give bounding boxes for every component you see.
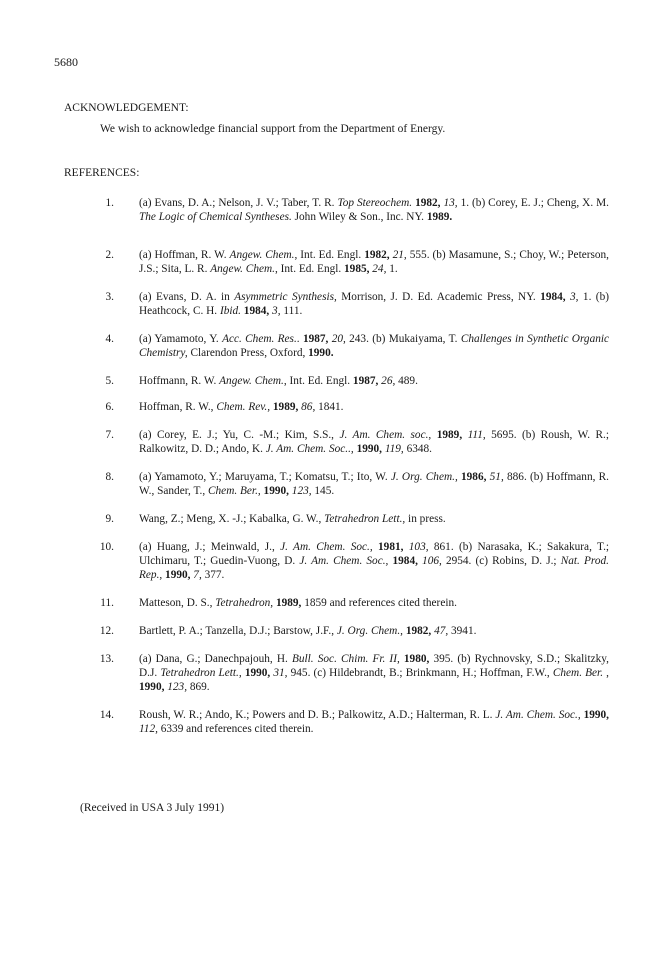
journal-title: 123, xyxy=(291,485,312,497)
reference-text xyxy=(139,248,609,276)
reference-text xyxy=(139,400,609,414)
journal-title: J. Org. Chem., xyxy=(390,471,458,483)
publication-year: 1990, xyxy=(583,709,609,721)
reference-segment: Roush, W. R.; Ando, K.; Powers and D. B.; Palkowitz, A.D.; Halterman, R. L. xyxy=(139,709,496,721)
reference-segment: (a) Evans, D. A. in xyxy=(139,291,235,303)
reference-segment: 1841. xyxy=(315,401,344,413)
reference-text xyxy=(139,374,609,388)
publication-year: 1990, xyxy=(165,569,191,581)
reference-segment: 5695. (b) Roush, W. R.; Ralkowitz, D. D.; Ando, K. xyxy=(139,429,610,455)
publication-year: 1987, xyxy=(302,333,329,345)
reference-text xyxy=(139,290,609,318)
publication-year: 1990, xyxy=(356,443,382,455)
reference-number: 5. xyxy=(105,375,114,387)
journal-title: 111, xyxy=(467,429,486,441)
journal-title: 24, xyxy=(372,263,387,275)
journal-title: 3, xyxy=(570,291,579,303)
reference-segment: 555. (b) Masamune, S.; Choy, W.; Peterson, J.S.; Sita, L. R. xyxy=(139,249,609,275)
reference-segment: , xyxy=(603,667,609,679)
reference-segment: (a) Evans, D. A.; Nelson, J. V.; Taber, T. R. xyxy=(139,197,338,209)
reference-segment: Bartlett, P. A.; Tanzella, D.J.; Barstow, J.F., xyxy=(139,625,337,637)
journal-title: J. Am. Chem. Soc.., xyxy=(265,443,354,455)
reference-segment: Hoffmann, R. W. xyxy=(139,375,220,387)
publication-year: 1990, xyxy=(244,667,271,679)
journal-title: Angew. Chem. xyxy=(210,263,275,275)
reference-segment: 395. (b) Rychnovsky, S.D.; Skalitzky, D.J. xyxy=(139,653,609,679)
reference-segment: 945. (c) Hildebrandt, B.; Brinkmann, H.; Hoffman, F.W., xyxy=(287,667,553,679)
journal-title: Challenges in Synthetic Organic Chemistry, xyxy=(139,333,610,359)
reference-text xyxy=(139,540,609,582)
page-number: 5680 xyxy=(54,55,78,69)
reference-number: 9. xyxy=(105,513,114,525)
reference-number: 8. xyxy=(105,471,114,483)
reference-text xyxy=(139,196,609,224)
journal-title: Ibid. xyxy=(219,305,241,317)
reference-number: 1. xyxy=(105,197,114,209)
reference-text xyxy=(139,708,609,736)
journal-title: Bull. Soc. Chim. Fr. II, xyxy=(291,653,400,665)
journal-title: Angew. Chem. xyxy=(229,249,295,261)
reference-text xyxy=(139,596,609,610)
reference-segment: 1. (b) Corey, E. J.; Cheng, X. M. xyxy=(457,197,610,209)
publication-year: 1986, xyxy=(461,471,487,483)
received-date: (Received in USA 3 July 1991) xyxy=(80,802,225,814)
reference-text xyxy=(139,428,609,456)
journal-title: J. Am. Chem. Soc., xyxy=(280,541,373,553)
publication-year: 1989. xyxy=(426,211,453,223)
reference-segment: John Wiley & Son., Inc. NY. xyxy=(291,211,427,223)
references-heading: REFERENCES: xyxy=(64,167,140,179)
journal-title: Chem. Rev., xyxy=(216,401,271,413)
journal-title: Angew. Chem. xyxy=(219,375,284,387)
journal-title: J. Am. Chem. soc., xyxy=(339,429,432,441)
reference-segment: (a) Huang, J.; Meinwald, J., xyxy=(139,541,281,553)
reference-number: 14. xyxy=(99,709,114,721)
publication-year: 1989, xyxy=(275,597,302,609)
reference-segment: 869. xyxy=(187,681,210,693)
reference-segment: in press. xyxy=(405,513,446,525)
publication-year: 1981, xyxy=(378,541,404,553)
reference-segment: , Int. Ed. Engl. xyxy=(283,375,353,387)
publication-year: 1982, xyxy=(364,249,390,261)
reference-segment: Hoffman, R. W., xyxy=(139,401,217,413)
reference-number: 6. xyxy=(105,401,114,413)
journal-title: Top Stereochem. xyxy=(337,197,413,209)
journal-title: J. Org. Chem., xyxy=(336,625,403,637)
reference-segment: (a) Corey, E. J.; Yu, C. -M.; Kim, S.S., xyxy=(139,429,340,441)
reference-segment: Morrison, J. D. Ed. Academic Press, NY. xyxy=(336,291,541,303)
reference-segment: 489. xyxy=(395,375,418,387)
reference-segment: 1. xyxy=(386,263,398,275)
reference-segment: Clarendon Press, Oxford, xyxy=(187,347,309,359)
reference-number: 10. xyxy=(99,541,114,553)
journal-title: Nat. Prod. Rep., xyxy=(139,555,609,581)
journal-title: Asymmetric Synthesis, xyxy=(234,291,337,303)
reference-segment: 886. (b) Hoffmann, R. W., Sander, T., xyxy=(139,471,610,497)
journal-title: 119, xyxy=(384,443,404,455)
reference-number: 2. xyxy=(105,249,114,261)
journal-title: 31, xyxy=(273,667,288,679)
reference-text xyxy=(139,332,609,360)
reference-segment: , Int. Ed. Engl. xyxy=(294,249,365,261)
journal-title: 20, xyxy=(331,333,346,345)
reference-number: 3. xyxy=(105,291,114,303)
journal-title: Tetrahedron Lett., xyxy=(160,667,242,679)
publication-year: 1989, xyxy=(436,429,463,441)
reference-number: 13. xyxy=(99,653,114,665)
reference-segment: (a) Yamamoto, Y.; Maruyama, T.; Komatsu, T.; Ito, W. xyxy=(139,471,391,483)
reference-segment: 6339 and references cited therein. xyxy=(157,723,314,735)
publication-year: 1980, xyxy=(403,653,430,665)
reference-segment: (a) Dana, G.; Danechpajouh, H. xyxy=(139,653,292,665)
publication-year: 1990, xyxy=(263,485,289,497)
journal-title: Chem. Ber. xyxy=(552,667,604,679)
reference-segment: 243. (b) Mukaiyama, T. xyxy=(345,333,461,345)
journal-title: 103, xyxy=(408,541,429,553)
publication-year: 1990, xyxy=(139,681,165,693)
publication-year: 1984, xyxy=(392,555,418,567)
journal-title: 86, xyxy=(301,401,316,413)
publication-year: 1984, xyxy=(243,305,270,317)
reference-number: 4. xyxy=(105,333,114,345)
reference-segment: 145. xyxy=(311,485,335,497)
journal-title: 7, xyxy=(193,569,202,581)
reference-segment: Matteson, D. S., xyxy=(139,597,216,609)
reference-text xyxy=(139,470,609,498)
reference-text xyxy=(139,512,609,526)
reference-segment: 111. xyxy=(280,305,303,317)
journal-title: 51, xyxy=(489,471,504,483)
journal-title: Chem. Ber., xyxy=(208,485,261,497)
journal-title: 13, xyxy=(443,197,458,209)
reference-segment: . xyxy=(296,333,303,345)
journal-title: 123, xyxy=(167,681,188,693)
acknowledgement-text: We wish to acknowledge financial support from the Department of Energy. xyxy=(100,123,446,135)
reference-segment: (a) Yamamoto, Y. xyxy=(139,333,223,345)
journal-title: Acc. Chem. Res. xyxy=(222,333,297,345)
publication-year: 1982, xyxy=(415,197,441,209)
journal-title: The Logic of Chemical Syntheses. xyxy=(139,211,292,223)
journal-title: Tetrahedron, xyxy=(215,597,274,609)
reference-text xyxy=(139,652,609,694)
journal-title: 3, xyxy=(272,305,281,317)
journal-title: 47, xyxy=(434,625,449,637)
reference-segment: 1859 and references cited therein. xyxy=(301,597,457,609)
reference-number: 7. xyxy=(105,429,114,441)
journal-title: 106, xyxy=(422,555,442,567)
publication-year: 1990. xyxy=(308,347,334,359)
reference-segment: (a) Hoffman, R. W. xyxy=(139,249,230,261)
reference-number: 11. xyxy=(100,597,114,609)
reference-segment: 1. (b) Heathcock, C. H. xyxy=(139,291,609,317)
publication-year: 1987, xyxy=(352,375,379,387)
reference-segment: 2954. (c) Robins, D. J.; xyxy=(441,555,561,567)
reference-segment: 861. (b) Narasaka, K.; Sakakura, T.; Ulchimaru, T.; Guedin-Vuong, D. xyxy=(139,541,610,567)
journal-title: J. Am. Chem. Soc., xyxy=(299,555,389,567)
publication-year: 1989, xyxy=(272,401,299,413)
journal-title: 21, xyxy=(392,249,407,261)
reference-number: 12. xyxy=(99,625,114,637)
publication-year: 1984, xyxy=(540,291,566,303)
acknowledgement-heading: ACKNOWLEDGEMENT: xyxy=(64,102,189,114)
reference-segment: 3941. xyxy=(448,625,477,637)
journal-title: 26, xyxy=(381,375,396,387)
journal-title: J. Am. Chem. Soc., xyxy=(495,709,581,721)
publication-year: 1982, xyxy=(405,625,432,637)
publication-year: 1985, xyxy=(344,263,370,275)
reference-segment: 6348. xyxy=(403,443,433,455)
reference-segment: 377. xyxy=(201,569,225,581)
journal-title: Tetrahedron Lett., xyxy=(324,513,406,525)
reference-segment: Wang, Z.; Meng, X. -J.; Kabalka, G. W., xyxy=(139,513,325,525)
reference-segment: , Int. Ed. Engl. xyxy=(275,263,345,275)
reference-text xyxy=(139,624,609,638)
journal-title: 112, xyxy=(139,723,158,735)
